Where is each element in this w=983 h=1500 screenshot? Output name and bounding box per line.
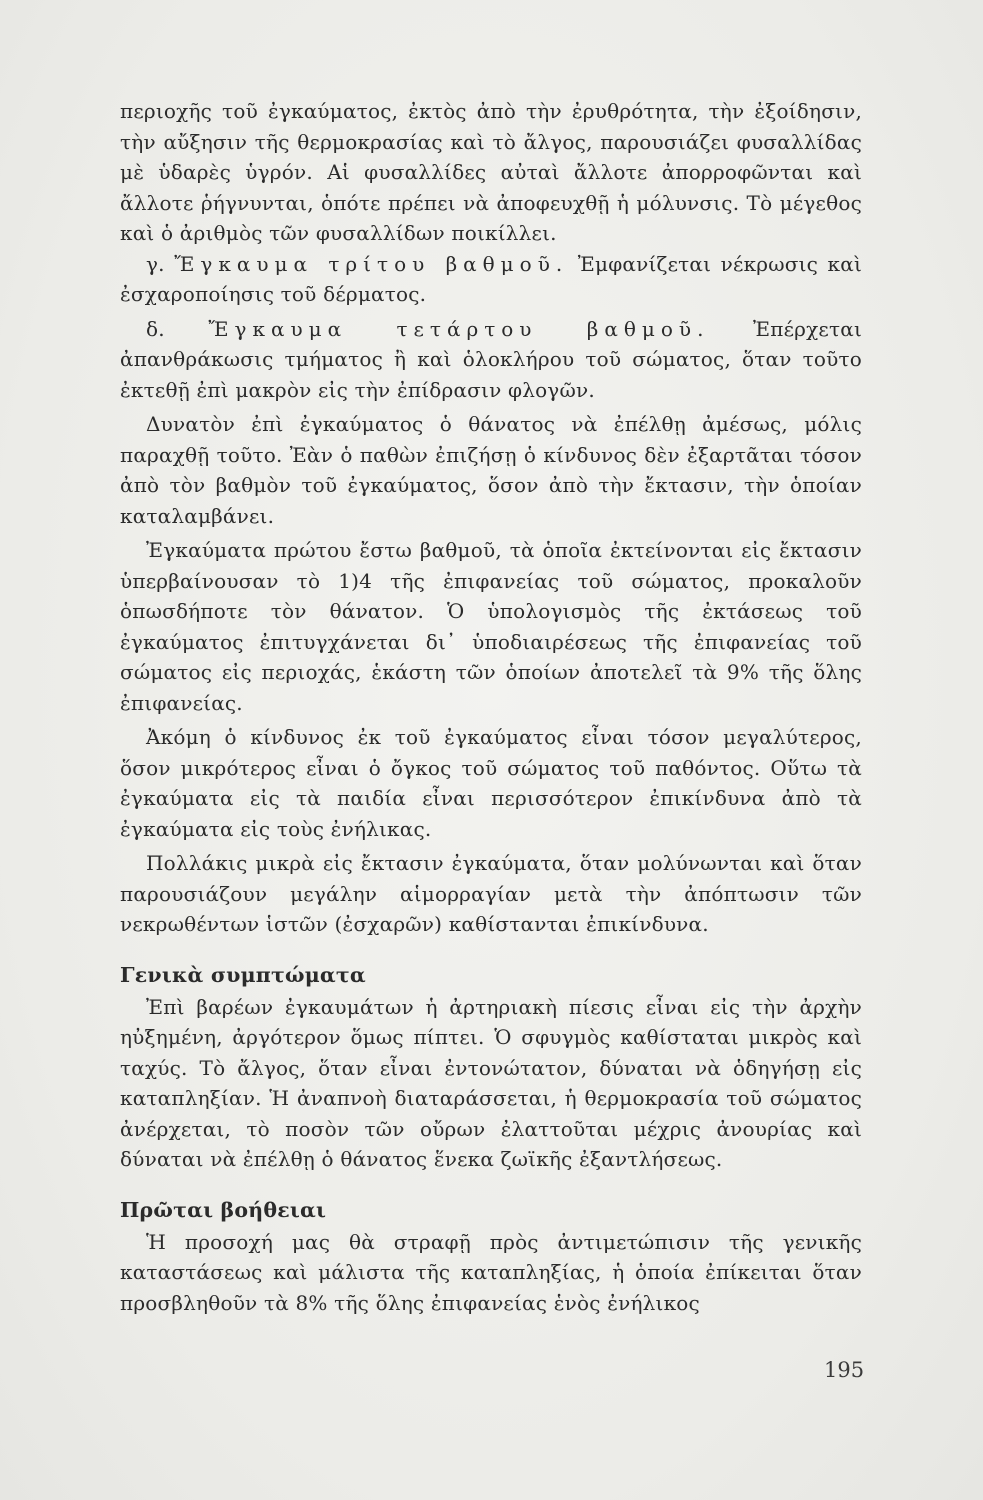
term-third-degree: Ἔγκαυμα τρίτου βαθμοῦ.	[174, 251, 569, 276]
paragraph-body-size: Ἀκόμη ὁ κίνδυνος ἐκ τοῦ ἐγκαύματος εἶναι τόσον μεγαλύτερος, ὅσον μικρότερος εἶναι ὁ ὄγκος τοῦ σώματος τοῦ παθόντος. Οὕτω τὰ ἐγκαύματα εἰς τὰ παιδία εἶναι περισσότερον ἐπικίνδυνα ἀπὸ τὰ ἐγκαύματα εἰς τοὺς ἐνήλικας.	[120, 725, 862, 841]
paragraph-small-burns: Πολλάκις μικρὰ εἰς ἔκτασιν ἐγκαύματα, ὅταν μολύνωνται καὶ ὅταν παρουσιάζουν μεγάλην αἱμορραγίαν μετὰ τὴν ἀπόπτωσιν τῶν νεκρωθέντων ἱστῶν (ἐσχαρῶν) καθίστανται ἐπικίνδυνα.	[120, 851, 862, 936]
term-fourth-degree: Ἔγκαυμα τετάρτου βαθμοῦ.	[208, 316, 710, 341]
paragraph-first-aid: Ἡ προσοχή μας θὰ στραφῇ πρὸς ἀντιμετώπισιν τῆς γενικῆς καταστάσεως καὶ μάλιστα τῆς καταπληξίας, ἡ ὁποία ἐπίκειται ὅταν προσβληθοῦν τὰ 8% τῆς ὅλης ἐπιφανείας ἑνὸς ἐνήλικος	[120, 1229, 862, 1315]
paragraph-general-symptoms: Ἐπὶ βαρέων ἐγκαυμάτων ἡ ἀρτηριακὴ πίεσις εἶναι εἰς τὴν ἀρχὴν ηὐξημένη, ἀργότερον ὅμως πίπτει. Ὁ σφυγμὸς καθίσταται μικρὸς καὶ ταχύς. Τὸ ἄλγος, ὅταν εἶναι ἐντονώτατον, δύναται νὰ ὁδηγήσῃ εἰς καταπληξίαν. Ἡ ἀναπνοὴ διαταράσσεται, ἡ θερμοκρασία τοῦ σώματος ἀνέρχεται, τὸ ποσὸν τῶν οὔρων ἐλαττοῦται μέχρις ἀνουρίας καὶ δύναται νὰ ἐπέλθῃ ὁ θάνατος ἕνεκα ζωϊκῆς ἐξαντλήσεως.	[120, 994, 862, 1171]
item-label: δ.	[146, 316, 165, 341]
section-heading-first-aid: Πρῶται βοήθειαι	[120, 1197, 327, 1222]
text-column	[120, 96, 862, 1318]
paragraph-third-degree	[120, 249, 862, 310]
definition-text: Ἐμφανίζεται νέκρωσις καὶ ἐσχαροποίησις τοῦ δέρματος.	[120, 251, 863, 306]
definition-text: Ἐπέρχεται ἀπανθράκωσις τμήματος ἢ καὶ ὁλοκλήρου τοῦ σώματος, ὅταν τοῦτο ἐκτεθῇ ἐπὶ μακρὸν εἰς τὴν ἐπίδρασιν φλογῶν.	[120, 316, 863, 402]
paragraph-death-risk: Δυνατὸν ἐπὶ ἐγκαύματος ὁ θάνατος νὰ ἐπέλθῃ ἀμέσως, μόλις παραχθῇ τοῦτο. Ἐὰν ὁ παθὼν ἐπιζήσῃ ὁ κίνδυνος δὲν ἐξαρτᾶται τόσον ἀπὸ τὸν βαθμὸν τοῦ ἐγκαύματος, ὅσον ἀπὸ τὴν ἔκτασιν, τὴν ὁποίαν καταλαμβάνει.	[120, 412, 862, 528]
paragraph-extent: Ἐγκαύματα πρώτου ἔστω βαθμοῦ, τὰ ὁποῖα ἐκτείνονται εἰς ἔκτασιν ὑπερβαίνουσαν τὸ 1)4 τῆς ἐπιφανείας τοῦ σώματος, προκαλοῦν ὁπωσδήποτε τὸν θάνατον. Ὁ ὑπολογισμὸς τῆς ἐκτάσεως τοῦ ἐγκαύματος ἐπιτυγχάνεται δι᾽ ὑποδιαιρέσεως τῆς ἐπιφανείας τοῦ σώματος εἰς περιοχάς, ἑκάστη τῶν ὁποίων ἀποτελεῖ τὰ 9% τῆς ὅλης ἐπιφανείας.	[120, 538, 862, 715]
page-number: 195	[824, 1358, 865, 1382]
paragraph-blisters: περιοχῆς τοῦ ἐγκαύματος, ἐκτὸς ἀπὸ τὴν ἐρυθρότητα, τὴν ἐξοίδησιν, τὴν αὔξησιν τῆς θερμοκρασίας καὶ τὸ ἄλγος, παρουσιάζει φυσαλλίδας μὲ ὑδαρὲς ὑγρόν. Αἱ φυσαλλίδες αὐταὶ ἄλλοτε ἀπορροφῶνται καὶ ἄλλοτε ῥήγνυνται, ὁπότε πρέπει νὰ ἀποφευχθῇ ἡ μόλυνσις. Τὸ μέγεθος καὶ ὁ ἀριθμὸς τῶν φυσαλλίδων ποικίλλει.	[120, 99, 862, 245]
paragraph-fourth-degree	[120, 314, 862, 406]
item-label: γ.	[146, 251, 165, 276]
section-heading-general-symptoms: Γενικὰ συμπτώματα	[120, 962, 366, 987]
